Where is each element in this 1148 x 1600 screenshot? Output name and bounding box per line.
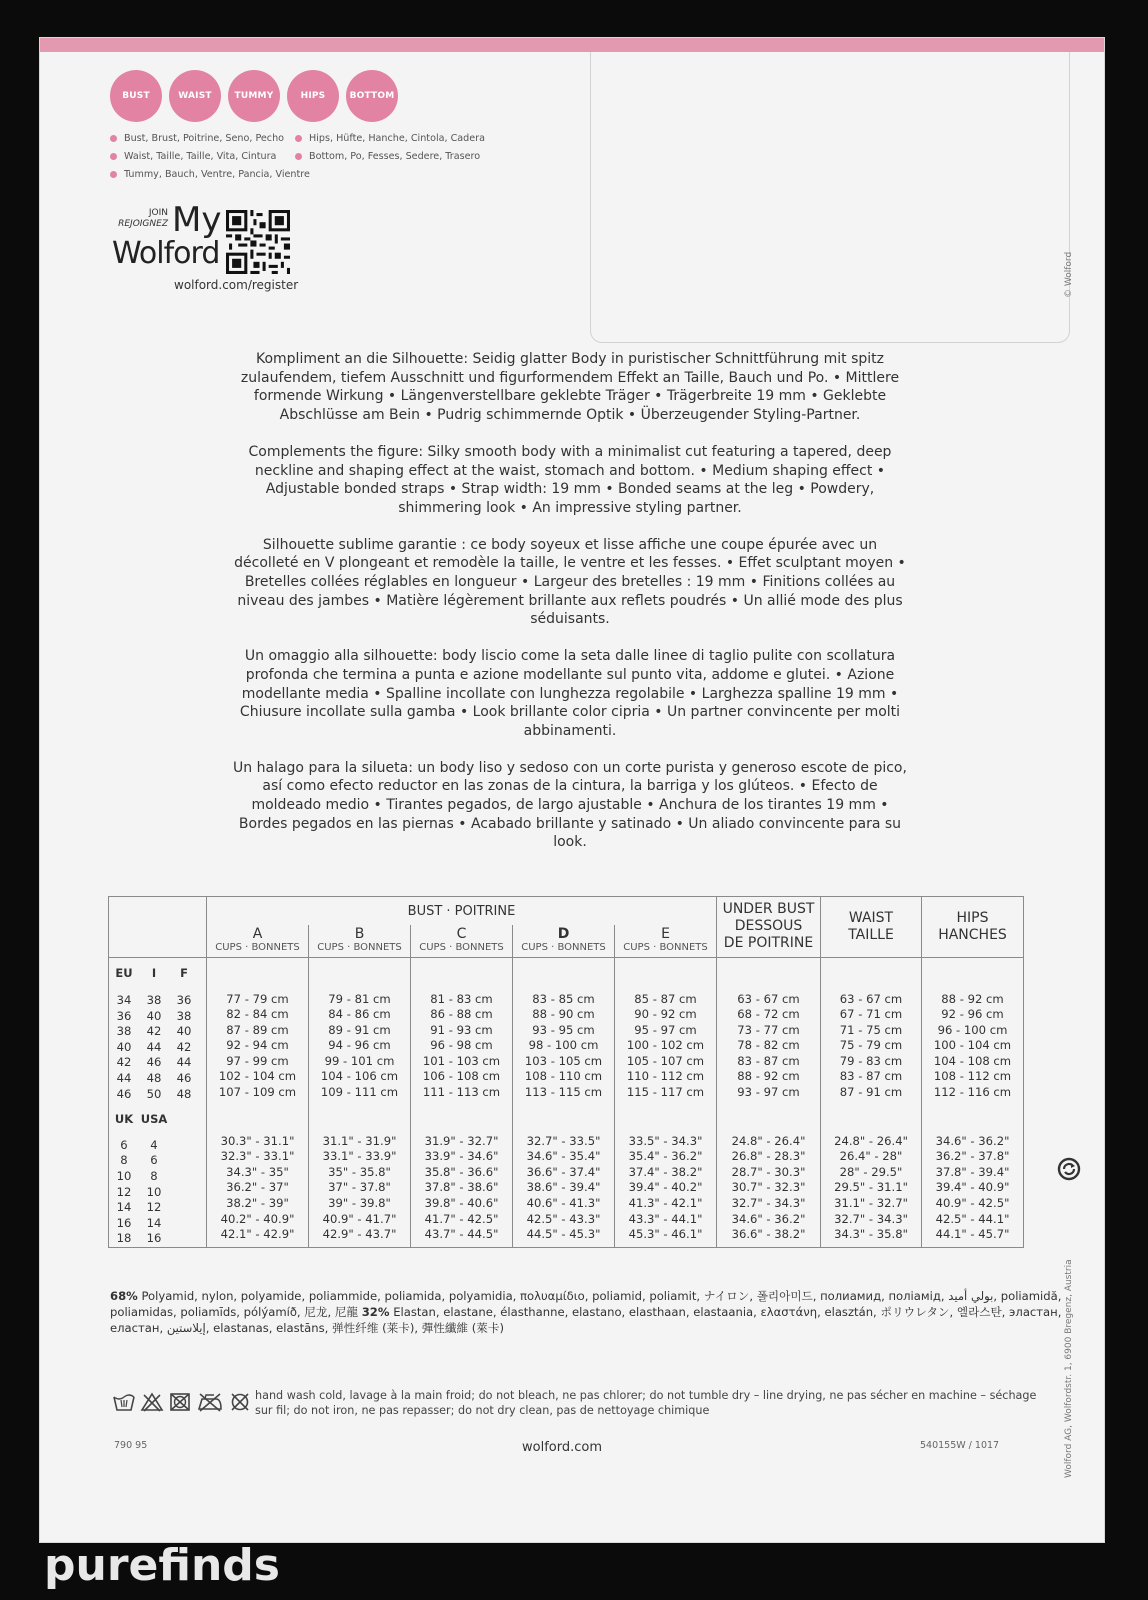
cup-d-header: D CUPS · BONNETS	[513, 925, 615, 957]
size-value: 44	[116, 1071, 132, 1086]
bullet-dot-icon	[295, 135, 302, 142]
hips-header: HIPS HANCHES	[922, 897, 1024, 958]
cm-measurement: 97 - 99 cm	[226, 1053, 289, 1068]
hips-circle: HIPS	[287, 70, 339, 122]
cm-measurement: 79 - 81 cm	[328, 991, 391, 1006]
size-row	[109, 1185, 206, 1201]
inch-measurement: 42.5" - 44.1"	[935, 1211, 1010, 1226]
article-code: 790 95	[114, 1440, 148, 1451]
size-value: 50	[146, 1086, 162, 1101]
size-value: 36	[176, 993, 192, 1008]
size-value: 44	[146, 1039, 162, 1054]
no-bleach-icon	[140, 1391, 164, 1413]
inch-measurement: 32.7" - 34.3"	[834, 1211, 908, 1226]
inch-measurement: 31.1" - 32.7"	[834, 1196, 908, 1211]
inch-measurement: 28.7" - 30.3"	[731, 1164, 806, 1179]
inch-measurement: 34.6" - 36.2"	[935, 1133, 1010, 1148]
cm-measurement: 99 - 101 cm	[324, 1053, 395, 1068]
legend-label: Tummy, Bauch, Ventre, Pancia, Vientre	[124, 169, 310, 180]
size-value: 42	[176, 1039, 192, 1054]
size-labels-cell	[109, 957, 207, 1248]
inch-measurement: 34.3" - 35.8"	[834, 1227, 908, 1242]
size-value: 38	[176, 1008, 192, 1023]
size-value: 6	[120, 1137, 128, 1152]
website-link[interactable]: wolford.com	[522, 1440, 602, 1455]
purefinds-watermark: purefinds	[44, 1540, 280, 1591]
inch-measurement: 37" - 37.8"	[328, 1180, 391, 1195]
inch-measurement: 44.1" - 45.7"	[935, 1227, 1010, 1242]
unit-gap	[615, 1101, 716, 1134]
cm-measurement: 78 - 82 cm	[737, 1038, 800, 1053]
inch-measurement: 30.7" - 32.3"	[731, 1180, 806, 1195]
inch-measurement: 24.8" - 26.4"	[834, 1133, 908, 1148]
waist-values	[821, 957, 922, 1248]
cup-e-values	[615, 957, 717, 1248]
size-value: 42	[146, 1024, 162, 1039]
cm-measurement: 93 - 95 cm	[532, 1022, 595, 1037]
care-instructions: hand wash cold, lavage à la main froid; do not bleach, ne pas chlorer; do not tumble dry – line drying, ne pas sécher en machine – séchage sur fil; do not iron, ne pas repasser; do not dry clean, pas de nettoyage chimique	[255, 1389, 1037, 1417]
cm-measurement: 92 - 96 cm	[941, 1007, 1004, 1022]
tummy-circle: TUMMY	[228, 70, 280, 122]
unit-gap	[717, 1101, 820, 1134]
cm-measurement: 110 - 112 cm	[626, 1069, 705, 1084]
cm-measurement: 83 - 85 cm	[532, 991, 595, 1006]
inch-measurement: 37.4" - 38.2"	[628, 1164, 703, 1179]
cm-measurement: 111 - 113 cm	[422, 1085, 501, 1100]
cup-c-values	[411, 957, 513, 1248]
cm-measurement: 89 - 91 cm	[328, 1022, 391, 1037]
inch-measurement: 34.6" - 35.4"	[526, 1149, 601, 1164]
product-descriptions	[230, 350, 910, 870]
cm-measurement: 86 - 88 cm	[430, 1007, 493, 1022]
no-tumble-dry-icon	[168, 1391, 192, 1413]
waist-header: WAIST TAILLE	[821, 897, 922, 958]
inch-measurement: 42.9" - 43.7"	[322, 1227, 397, 1242]
legend-item	[110, 148, 310, 166]
eu-size-header: EU I F	[115, 965, 188, 980]
size-value: 12	[116, 1184, 132, 1199]
bullet-dot-icon	[110, 135, 117, 142]
inch-measurement: 26.4" - 28"	[839, 1149, 903, 1164]
size-row	[109, 1055, 206, 1071]
size-value: 16	[146, 1231, 162, 1246]
size-row	[109, 1087, 206, 1103]
cm-measurement: 107 - 109 cm	[218, 1085, 297, 1100]
bullet-dot-icon	[295, 153, 302, 160]
size-row	[109, 1024, 206, 1040]
size-corner-cell	[109, 897, 207, 958]
cm-measurement: 82 - 84 cm	[226, 1007, 289, 1022]
inch-measurement: 34.3" - 35"	[226, 1164, 289, 1179]
cm-measurement: 88 - 92 cm	[941, 991, 1004, 1006]
size-row	[109, 1071, 206, 1087]
inch-measurement: 32.7" - 34.3"	[731, 1196, 806, 1211]
body-zone-circles	[110, 70, 398, 122]
inch-measurement: 43.7" - 44.5"	[424, 1227, 499, 1242]
cm-measurement: 92 - 94 cm	[226, 1038, 289, 1053]
inch-measurement: 33.9" - 34.6"	[424, 1149, 499, 1164]
cup-c-header: C CUPS · BONNETS	[411, 925, 513, 957]
hips-values	[922, 957, 1024, 1248]
size-value: 18	[116, 1231, 132, 1246]
cm-measurement: 112 - 116 cm	[933, 1085, 1012, 1100]
cup-e-header: E CUPS · BONNETS	[615, 925, 717, 957]
size-value: 38	[116, 1024, 132, 1039]
product-card	[40, 38, 1104, 1542]
size-row	[109, 1040, 206, 1056]
cm-measurement: 96 - 100 cm	[937, 1022, 1008, 1037]
pink-top-bar	[40, 38, 1104, 52]
inch-measurement: 38.2" - 39"	[226, 1196, 289, 1211]
inch-measurement: 32.7" - 33.5"	[526, 1133, 601, 1148]
cm-measurement: 63 - 67 cm	[839, 991, 903, 1006]
unit-gap	[922, 1101, 1023, 1134]
size-value: 38	[146, 993, 162, 1008]
description-it: Un omaggio alla silhouette: body liscio come la seta dalle linee di taglio pulite con scollatura profonda che termina a punta e azione modellante sul punto vita, addome e glutei. • Azione modellante media • Spalline incollate con lunghezza regolabile • Larghezza spalline 19 mm • Chiusure incollate sulla gamba • Look brillante color cipria • Un partner convincente per molti abbinamenti.	[239, 648, 901, 739]
size-value: 48	[176, 1086, 192, 1101]
legend-column-right	[295, 130, 495, 166]
cm-measurement: 91 - 93 cm	[430, 1022, 493, 1037]
legend-label: Bottom, Po, Fesses, Sedere, Trasero	[309, 151, 481, 162]
cm-measurement: 94 - 96 cm	[328, 1038, 391, 1053]
inch-measurement: 36.6" - 38.2"	[731, 1227, 806, 1242]
cup-a-header: A CUPS · BONNETS	[207, 925, 309, 957]
inch-measurement: 45.3" - 46.1"	[628, 1227, 703, 1242]
size-row	[109, 1216, 206, 1232]
size-row	[109, 1009, 206, 1025]
size-value: 46	[176, 1071, 192, 1086]
inch-measurement: 32.3" - 33.1"	[220, 1149, 295, 1164]
cm-measurement: 108 - 112 cm	[933, 1069, 1012, 1084]
unit-gap	[207, 1101, 308, 1134]
material-composition	[110, 1288, 1070, 1336]
wolford-logo: Wolford	[112, 236, 220, 271]
cm-measurement: 104 - 106 cm	[320, 1069, 399, 1084]
description-en: Complements the figure: Silky smooth body with a minimalist cut featuring a tapered, deep neckline and shaping effect at the waist, stomach and bottom. • Medium shaping effect • Adjustable bonded straps • Strap width: 19 mm • Bonded seams at the leg • Powdery, shimmering look • An impressive styling partner.	[248, 443, 892, 516]
cm-measurement: 95 - 97 cm	[634, 1022, 697, 1037]
cm-measurement: 83 - 87 cm	[839, 1069, 903, 1084]
qr-code-icon[interactable]	[226, 210, 290, 274]
bullet-dot-icon	[110, 171, 117, 178]
my-label: My	[172, 200, 222, 240]
inch-measurement: 36.6" - 37.4"	[526, 1164, 601, 1179]
cm-measurement: 77 - 79 cm	[226, 991, 289, 1006]
inch-measurement: 35.4" - 36.2"	[628, 1149, 703, 1164]
hand-wash-icon	[112, 1391, 136, 1413]
elastane-percent: 32%	[361, 1305, 390, 1319]
no-iron-icon	[196, 1391, 224, 1413]
no-dry-clean-icon	[228, 1391, 252, 1413]
cm-measurement: 98 - 100 cm	[528, 1038, 599, 1053]
size-value: 12	[146, 1200, 162, 1215]
cm-measurement: 93 - 97 cm	[737, 1085, 800, 1100]
cm-measurement: 67 - 71 cm	[839, 1007, 903, 1022]
size-value: 42	[116, 1055, 132, 1070]
size-value: 10	[116, 1169, 132, 1184]
inch-measurement: 28" - 29.5"	[839, 1164, 903, 1179]
eu-size-rows	[109, 993, 206, 1102]
inch-measurement: 44.5" - 45.3"	[526, 1227, 601, 1242]
inch-measurement: 29.5" - 31.1"	[834, 1180, 908, 1195]
waist-circle: WAIST	[169, 70, 221, 122]
inch-measurement: 30.3" - 31.1"	[220, 1133, 295, 1148]
register-link[interactable]: wolford.com/register	[174, 278, 299, 292]
elastane-names: Elastan, elastane, élasthanne, elastano, elasthaan, elastaania, ελαστάνη, elasztán, ポリウレタン, 엘라스탄, эластан, еластан, إيلاستين, elastanas, elastāns, 弹性纤维 (莱卡), 彈性纖維 (萊卡)	[110, 1305, 1062, 1335]
cm-measurement: 68 - 72 cm	[737, 1007, 800, 1022]
size-value: 10	[146, 1184, 162, 1199]
care-symbols	[112, 1391, 252, 1413]
cm-measurement: 84 - 86 cm	[328, 1007, 391, 1022]
description-es: Un halago para la silueta: un body liso y sedoso con un corte purista y generoso escote de pico, así como efecto reductor en las zonas de la cintura, la barriga y los glúteos. • Efecto de moldeado medio • Tirantes pegados, de largo ajustable • Anchura de los tirantes 19 mm • Bordes pegados en las piernas • Acabado brillante y satinado • Un aliado convincente para su look.	[233, 759, 907, 851]
inch-measurement: 38.6" - 39.4"	[526, 1180, 601, 1195]
cup-b-header: B CUPS · BONNETS	[309, 925, 411, 957]
inch-measurement: 34.6" - 36.2"	[731, 1211, 806, 1226]
under-bust-values	[717, 957, 821, 1248]
inch-measurement: 35.8" - 36.6"	[424, 1164, 499, 1179]
size-value: 44	[176, 1055, 192, 1070]
uk-size-header: UK USA	[114, 1112, 168, 1127]
unit-gap	[821, 1101, 921, 1134]
inch-measurement: 40.6" - 41.3"	[526, 1196, 601, 1211]
unit-gap	[513, 1101, 614, 1134]
legend-label: Waist, Taille, Taille, Vita, Cintura	[124, 151, 277, 162]
size-value: 4	[150, 1137, 158, 1152]
cm-measurement: 105 - 107 cm	[626, 1053, 705, 1068]
size-value: 16	[116, 1215, 132, 1230]
cm-measurement: 115 - 117 cm	[626, 1085, 705, 1100]
cm-measurement: 81 - 83 cm	[430, 991, 493, 1006]
inch-measurement: 31.9" - 32.7"	[424, 1133, 499, 1148]
size-value: 40	[146, 1008, 162, 1023]
cup-b-values	[309, 957, 411, 1248]
legend-item	[295, 130, 495, 148]
size-value: 40	[176, 1024, 192, 1039]
under-bust-header: UNDER BUST DESSOUS DE POITRINE	[717, 897, 821, 958]
size-row	[109, 1153, 206, 1169]
unit-gap	[411, 1101, 512, 1134]
size-value: 40	[116, 1039, 132, 1054]
size-row	[109, 993, 206, 1009]
cm-measurement: 106 - 108 cm	[422, 1069, 501, 1084]
cm-measurement: 63 - 67 cm	[737, 991, 800, 1006]
bullet-dot-icon	[110, 153, 117, 160]
join-label: JOIN REJOIGNEZ	[118, 208, 168, 229]
cm-measurement: 100 - 104 cm	[933, 1038, 1012, 1053]
size-value: 14	[146, 1215, 162, 1230]
size-row	[109, 1169, 206, 1185]
inch-measurement: 26.8" - 28.3"	[731, 1149, 806, 1164]
cm-measurement: 103 - 105 cm	[524, 1053, 603, 1068]
inch-measurement: 36.2" - 37"	[226, 1180, 289, 1195]
unit-gap	[309, 1101, 410, 1134]
inch-measurement: 43.3" - 44.1"	[628, 1211, 703, 1226]
cm-measurement: 73 - 77 cm	[737, 1022, 800, 1037]
inch-measurement: 39.8" - 40.6"	[424, 1196, 499, 1211]
batch-code: 540155W / 1017	[920, 1440, 1000, 1451]
description-fr: Silhouette sublime garantie : ce body soyeux et lisse affiche une coupe épurée avec un décolleté en V plongeant et remodèle la taille, le ventre et les fesses. • Effet sculptant moyen • Bretelles collées réglables en longueur • Largeur des bretelles : 19 mm • Finitions collées au niveau des jambes • Matière légèrement brillante aux reflets poudrés • Un allié mode des plus séduisants.	[234, 536, 906, 628]
inch-measurement: 35" - 35.8"	[328, 1164, 391, 1179]
inch-measurement: 39" - 39.8"	[328, 1196, 391, 1211]
size-row	[109, 1200, 206, 1216]
copyright-text: © Wolford	[1064, 251, 1074, 298]
inch-measurement: 24.8" - 26.4"	[731, 1133, 806, 1148]
hang-tab-outline	[590, 52, 1070, 343]
size-chart	[108, 896, 1024, 1248]
inch-measurement: 37.8" - 39.4"	[935, 1164, 1010, 1179]
legend-item	[295, 148, 495, 166]
size-value: 14	[116, 1200, 132, 1215]
cm-measurement: 108 - 110 cm	[524, 1069, 603, 1084]
legend-label: Hips, Hüfte, Hanche, Cintola, Cadera	[309, 133, 485, 144]
size-row	[109, 1231, 206, 1247]
size-value: 34	[116, 993, 132, 1008]
cm-measurement: 87 - 89 cm	[226, 1022, 289, 1037]
cm-measurement: 96 - 98 cm	[430, 1038, 493, 1053]
inch-measurement: 31.1" - 31.9"	[322, 1133, 397, 1148]
company-address: Wolford AG, Wolfordstr. 1, 6900 Bregenz, Austria	[1064, 1259, 1074, 1478]
inch-measurement: 36.2" - 37.8"	[935, 1149, 1010, 1164]
inch-measurement: 42.1" - 42.9"	[220, 1227, 295, 1242]
size-row	[109, 1138, 206, 1154]
inch-measurement: 41.7" - 42.5"	[424, 1211, 499, 1226]
inch-measurement: 39.4" - 40.2"	[628, 1180, 703, 1195]
cm-measurement: 85 - 87 cm	[634, 991, 697, 1006]
uk-size-rows	[109, 1138, 206, 1247]
size-value: 46	[116, 1086, 132, 1101]
cm-measurement: 88 - 92 cm	[737, 1069, 800, 1084]
cm-measurement: 83 - 87 cm	[737, 1053, 800, 1068]
inch-measurement: 40.9" - 42.5"	[935, 1196, 1010, 1211]
size-value: 46	[146, 1055, 162, 1070]
polyamide-percent: 68%	[110, 1289, 138, 1303]
size-value: 6	[150, 1153, 158, 1168]
size-value: 8	[120, 1153, 128, 1168]
bust-header: BUST · POITRINE	[207, 897, 717, 926]
cm-measurement: 113 - 115 cm	[524, 1085, 603, 1100]
legend-column-left	[110, 130, 310, 184]
cm-measurement: 75 - 79 cm	[839, 1038, 903, 1053]
inch-measurement: 37.8" - 38.6"	[424, 1180, 499, 1195]
inch-measurement: 33.1" - 33.9"	[322, 1149, 397, 1164]
recycle-icon	[1056, 1156, 1082, 1182]
cm-measurement: 88 - 90 cm	[532, 1007, 595, 1022]
inch-measurement: 42.5" - 43.3"	[526, 1211, 601, 1226]
cm-measurement: 90 - 92 cm	[634, 1007, 697, 1022]
inch-measurement: 40.9" - 41.7"	[322, 1211, 397, 1226]
size-value: 8	[150, 1169, 158, 1184]
cm-measurement: 87 - 91 cm	[839, 1085, 903, 1100]
cm-measurement: 109 - 111 cm	[320, 1085, 399, 1100]
cm-measurement: 104 - 108 cm	[933, 1053, 1012, 1068]
cm-measurement: 101 - 103 cm	[422, 1053, 501, 1068]
inch-measurement: 33.5" - 34.3"	[628, 1133, 703, 1148]
bust-circle: BUST	[110, 70, 162, 122]
legend-label: Bust, Brust, Poitrine, Seno, Pecho	[124, 133, 285, 144]
inch-measurement: 40.2" - 40.9"	[220, 1211, 295, 1226]
cm-measurement: 102 - 104 cm	[218, 1069, 297, 1084]
cup-a-values	[207, 957, 309, 1248]
size-value: 48	[146, 1071, 162, 1086]
cm-measurement: 100 - 102 cm	[626, 1038, 705, 1053]
inch-measurement: 41.3" - 42.1"	[628, 1196, 703, 1211]
legend-item	[110, 166, 310, 184]
polyamide-names: Polyamid, nylon, polyamide, poliammide, poliamida, polyamidia, πολυαμίδιο, poliamid, poliamit, ナイロン, 폴리아미드, полиамид, поліамід, بولي أميد, poliamidă, poliamidas, poliamīds, pólýamíð, 尼龙, 尼龍	[110, 1289, 1062, 1319]
cm-measurement: 79 - 83 cm	[839, 1053, 903, 1068]
description-de: Kompliment an die Silhouette: Seidig glatter Body in puristischer Schnittführung mit spitz zulaufendem, tiefem Ausschnitt und figurformendem Effekt an Taille, Bauch und Po. • Mittlere formende Wirkung • Längenverstellbare geklebte Träger • Trägerbreite 19 mm • Geklebte Abschlüsse am Bein • Pudrig schimmernde Optik • Überzeugender Styling-Partner.	[240, 351, 900, 424]
inch-measurement: 39.4" - 40.9"	[935, 1180, 1010, 1195]
bottom-circle: BOTTOM	[346, 70, 398, 122]
cup-d-values	[513, 957, 615, 1248]
legend-item	[110, 130, 310, 148]
cm-measurement: 71 - 75 cm	[839, 1022, 903, 1037]
size-value: 36	[116, 1008, 132, 1023]
